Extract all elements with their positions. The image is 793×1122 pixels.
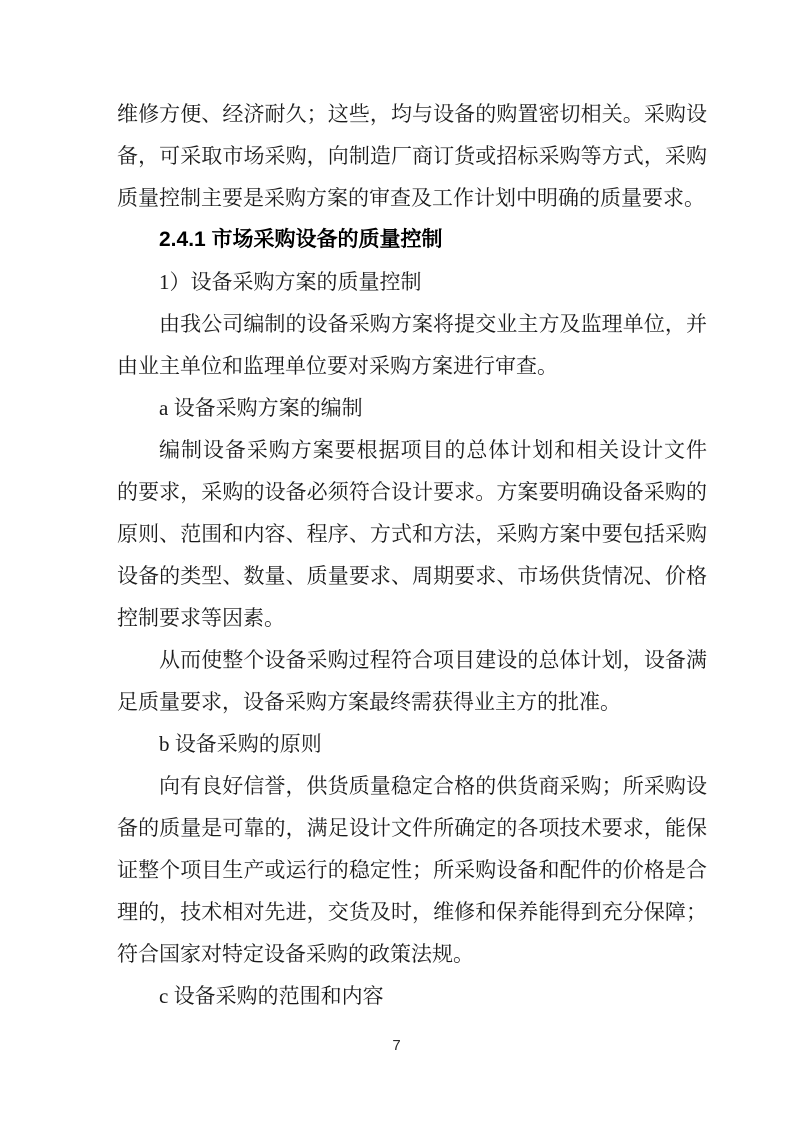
text-line: 由业主单位和监理单位要对采购方案进行审查。 — [117, 354, 558, 378]
text-line: 原则、范围和内容、程序、方式和方法，采购方案中要包括采购 — [117, 522, 707, 546]
text-line: 足质量要求，设备采购方案最终需获得业主方的批准。 — [117, 690, 621, 714]
text-line: 的要求，采购的设备必须符合设计要求。方案要明确设备采购的 — [117, 480, 707, 504]
text-line: 证整个项目生产或运行的稳定性；所采购设备和配件的价格是合 — [117, 858, 707, 882]
text-line: 控制要求等因素。 — [117, 606, 285, 630]
text-line: 维修方便、经济耐久；这些，均与设备的购置密切相关。采购设 — [117, 102, 707, 126]
text-line: 备的质量是可靠的，满足设计文件所确定的各项技术要求，能保 — [117, 816, 707, 840]
text-line: 备，可采取市场采购，向制造厂商订货或招标采购等方式，采购 — [117, 144, 707, 168]
section-heading: 2.4.1 市场采购设备的质量控制 — [159, 228, 443, 251]
text-line: c 设备采购的范围和内容 — [159, 984, 384, 1008]
text-line: a 设备采购方案的编制 — [159, 396, 363, 420]
text-line: b 设备采购的原则 — [159, 732, 322, 756]
document-body — [117, 93, 707, 1017]
text-line: 从而使整个设备采购过程符合项目建设的总体计划，设备满 — [159, 648, 707, 672]
text-line: 设备的类型、数量、质量要求、周期要求、市场供货情况、价格 — [117, 564, 707, 588]
text-line: 符合国家对特定设备采购的政策法规。 — [117, 942, 474, 966]
text-line: 编制设备采购方案要根据项目的总体计划和相关设计文件 — [159, 438, 707, 462]
text-line: 1）设备采购方案的质量控制 — [159, 270, 422, 294]
text-line: 向有良好信誉，供货质量稳定合格的供货商采购；所采购设 — [159, 774, 707, 798]
page-number: 7 — [392, 1037, 401, 1054]
text-line: 理的，技术相对先进，交货及时，维修和保养能得到充分保障； — [117, 900, 707, 924]
text-line: 质量控制主要是采购方案的审查及工作计划中明确的质量要求。 — [117, 186, 705, 210]
text-line: 由我公司编制的设备采购方案将提交业主方及监理单位，并 — [159, 312, 707, 336]
